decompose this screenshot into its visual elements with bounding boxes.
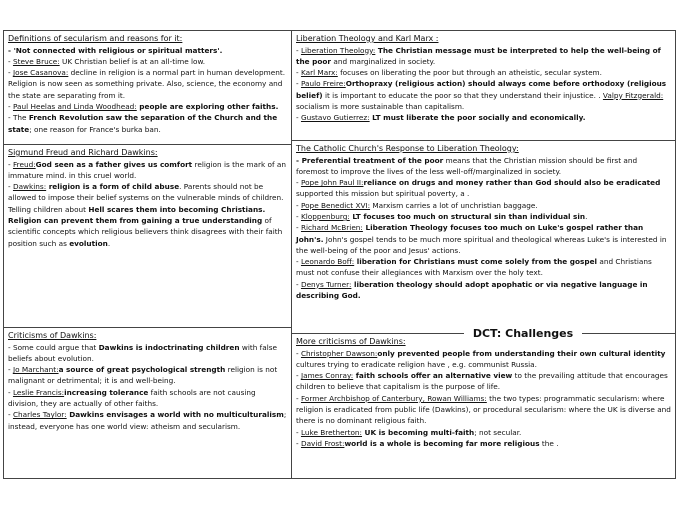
definitions-item (8, 56, 287, 67)
freud-item-t: religion is the mark of an immature mind. (8, 159, 286, 180)
criticisms-item (8, 342, 287, 365)
criticisms-item-pre: - (8, 410, 13, 420)
criticisms-item-pre: - (8, 387, 13, 397)
liberation-item-pre: - (296, 45, 301, 55)
liberation-item-u: Gustavo Gutierrez: (300, 113, 370, 123)
criticisms-item-u: Jo Marchant: (12, 365, 59, 375)
more-item-t2: , e.g. communist Russia. (447, 359, 537, 369)
more-item (296, 427, 672, 438)
catholic-item-t: . (585, 211, 588, 221)
liberation-item-b: LT must liberate the poor socially and economically. (369, 113, 586, 123)
more-title: More criticisms of Dawkins: (296, 337, 406, 346)
catholic-item (296, 256, 672, 279)
catholic-item-u: Pope Benedict XVI: (300, 200, 371, 210)
definitions-item-pre: - (8, 68, 13, 78)
criticisms-title: Criticisms of Dawkins: (8, 331, 97, 340)
definitions-item (8, 45, 287, 56)
criticisms-of-dawkins-box (4, 328, 291, 478)
more-item-pre: - (296, 348, 301, 358)
liberation-item-u: Karl Marx: (300, 68, 338, 78)
catholic-item-t: and Christians must not confuse their allegiances with Marxism over the holy text. (296, 257, 652, 278)
criticisms-item (8, 387, 287, 410)
liberation-item-b: Orthopraxy (religious action) should always come before orthodoxy (religious belief) (296, 79, 667, 100)
liberation-item-pre: - (296, 68, 301, 78)
definitions-item-t: decline in religion is a normal part in human development. Religion is now seen as something private. Also, science, the economy and the state are separating from it. (8, 68, 286, 100)
liberation-item-t: it is important to educate the poor so that they understand their injustice. (322, 90, 599, 100)
more-item-t: to the prevailing attitude that encourages children to believe that capitalism is the purpose of life. (296, 371, 668, 392)
liberation-item-t2: . (598, 90, 603, 100)
catholic-item-pre: - (296, 211, 301, 221)
criticisms-item-t: with false beliefs about evolution. (8, 342, 278, 363)
criticisms-item-u: Leslie Francis: (12, 387, 65, 397)
liberation-item-pre: - (296, 113, 301, 123)
more-item-u: James Conray: (300, 371, 354, 381)
more-item-pre: - (296, 438, 301, 448)
liberation-item (296, 112, 672, 123)
more-item-t: the two types: programmatic secularism: where religion is eradicated from public life (Dawkins), or procedural secularism: where the UK is diverse and there is no dominant religious faith. (296, 393, 671, 426)
definitions-item-u: Jose Casanova: (12, 68, 69, 78)
liberation-item-b: The Christian message must be interpreted to help the well-being of the poor (296, 45, 661, 66)
criticisms-item-u: Charles Taylor: (12, 410, 67, 420)
freud-title: Sigmund Freud and Richard Dawkins: (8, 148, 158, 157)
more-item-u: Former Archbishop of Canterbury, Rowan Williams: (300, 393, 487, 403)
catholic-item-u: Kloppenburg: (300, 211, 350, 221)
criticisms-item-b: a source of great psychological strength (58, 365, 226, 375)
freud-item-b: religion is a form of child abuse (46, 182, 180, 192)
catholic-item (296, 211, 672, 222)
definitions-item-b: people are exploring other faiths. (136, 101, 279, 111)
more-item-b: world is a whole is becoming far more religious (344, 438, 540, 448)
catholic-item-b: liberation theology should adopt apophatic or via negative language in describing God. (296, 279, 648, 301)
more-item (296, 348, 672, 371)
more-item-u: Luke Bretherton: (300, 427, 363, 437)
criticisms-item (8, 409, 287, 432)
more-item (296, 370, 672, 393)
definitions-item-t: ; one reason for France's burka ban. (29, 124, 161, 134)
catholic-item (296, 279, 672, 302)
definitions-item-pre: - (8, 56, 13, 66)
catholic-item-b: reliance on drugs and money rather than God should also be eradicated (363, 178, 661, 188)
catholic-item-t: supported this mission but spiritual poverty, a (296, 189, 468, 199)
more-item-b: only prevented people from understanding their own cultural identity (377, 348, 666, 358)
catholic-item-t: John's gospel tends to be much more spiritual and theological whereas Luke's is interested in the well-being of the poor and Jesus' actions. (296, 234, 667, 255)
catholic-item-b: LT focuses too much on structural sin than individual sin (349, 211, 586, 221)
catholic-item-pre: - (296, 178, 301, 188)
freud-item-b2: Hell scares them into becoming Christians. Religion can prevent them from gaining a true understanding (8, 204, 266, 225)
definitions-item (8, 101, 287, 112)
liberation-item (296, 45, 672, 68)
catholic-item-pre: - (296, 279, 301, 289)
more-item-u: Christopher Dawson: (300, 348, 378, 358)
criticisms-item-pre: - Some could argue that (8, 342, 99, 352)
catholic-item-u: Richard McBrien: (300, 223, 363, 233)
freud-item (8, 181, 287, 249)
criticisms-item-t: religion is not malignant or detrimental; it is (8, 365, 278, 386)
catholic-item (296, 222, 672, 256)
challenges-heading: DCT: Challenges (464, 325, 582, 342)
revision-sheet (3, 30, 676, 479)
catholic-item-u: Pope John Paul II: (300, 178, 364, 188)
freud-item-b3: evolution (69, 238, 108, 248)
catholic-item-b: Liberation Theology focuses too much on Luke's gospel rather than John's. (296, 223, 644, 244)
liberation-item-u: Paulo Freire: (300, 79, 346, 89)
criticisms-item-t2: of other faiths. (104, 398, 159, 408)
criticisms-item-t: faith schools are not causing division, they are actually (8, 387, 256, 408)
liberation-item-t3: socialism is more sustainable than capitalism. (296, 101, 465, 111)
catholic-item-t: means that the Christian mission should be first and foremost to improve the lives of the less well-off/marginalized in society. (296, 155, 638, 176)
liberation-theology-box (292, 31, 676, 140)
more-item (296, 438, 672, 449)
more-item-t: cultures trying to eradicate religion have (296, 359, 448, 369)
catholic-item-u: Leonardo Boff: (300, 257, 355, 267)
criticisms-item-t: ; instead, everyone has one world view: atheism and secularism. (8, 410, 287, 431)
freud-item-pre: - (8, 159, 13, 169)
more-item-pre: - (296, 427, 301, 437)
liberation-item-t: focuses on liberating the poor but through an atheistic, secular system. (337, 68, 602, 78)
catholic-item-b: - Preferential treatment of the poor (296, 155, 444, 165)
more-item-t: the (539, 438, 557, 448)
liberation-item-u: Liberation Theology: (300, 45, 376, 55)
definitions-item (8, 67, 287, 101)
criticisms-item-b: increasing tolerance (64, 387, 149, 397)
definitions-item-t: UK Christian belief is at an all-time low. (59, 56, 206, 66)
freud-item-t2: of scientific concepts which religious believers think disagrees with their faith position such as (8, 215, 283, 248)
definitions-title: Definitions of secularism and reasons for it: (8, 34, 183, 43)
liberation-title: Liberation Theology and Karl Marx : (296, 34, 439, 43)
freud-item-u: Dawkins: (12, 182, 47, 192)
more-criticisms-box (292, 334, 676, 478)
catholic-item-pre: - (296, 257, 301, 267)
freud-item-pre: - (8, 182, 13, 192)
liberation-item (296, 78, 672, 112)
catholic-item (296, 177, 672, 200)
catholic-item-b: liberation for Christians must come solely from the gospel (354, 257, 598, 267)
more-item-t: ; not secular. (474, 427, 522, 437)
definitions-box (4, 31, 291, 144)
freud-item-b: God seen as a father gives us comfort (35, 159, 193, 169)
definitions-item-b: French Revolution saw the separation of the Church and the state (8, 113, 278, 134)
definitions-item-u: Steve Bruce: (12, 56, 60, 66)
definitions-item-u: Paul Heelas and Linda Woodhead: (12, 101, 137, 111)
catholic-item-pre: - (296, 200, 301, 210)
liberation-item-pre: - (296, 79, 301, 89)
more-item-t2: . (556, 438, 559, 448)
more-item (296, 393, 672, 427)
freud-item-t2: in this cruel world. (68, 170, 137, 180)
liberation-item-t: and marginalized in society. (331, 56, 436, 66)
definitions-item-b: - 'Not connected with religious or spiritual matters'. (8, 45, 223, 55)
freud-item (8, 159, 287, 182)
freud-item-t3: . (107, 238, 111, 248)
catholic-response-box (292, 141, 676, 333)
criticisms-item-pre: - (8, 365, 13, 375)
catholic-item (296, 155, 672, 178)
definitions-item-pre: - (8, 101, 13, 111)
catholic-title: The Catholic Church's Response to Liberation Theology: (296, 144, 519, 153)
catholic-item-t: Marxism carries a lot of unchristian baggage. (370, 200, 538, 210)
criticisms-item (8, 364, 287, 387)
more-item-b: UK is becoming multi-faith (362, 427, 475, 437)
freud-item-u: Freud: (12, 159, 36, 169)
freud-item-t: . Parents should not be allowed to impose their belief systems on the vulnerable minds of children. Telling children about (8, 182, 284, 214)
liberation-item-u2: Valpy Fitzgerald: (602, 90, 664, 100)
freud-dawkins-box (4, 145, 291, 327)
more-item-b: faith schools offer an alternative view (353, 371, 513, 381)
catholic-item (296, 200, 672, 211)
definitions-item (8, 112, 287, 135)
more-item-u: David Frost: (300, 438, 345, 448)
liberation-item (296, 67, 672, 78)
criticisms-item-b: Dawkins envisages a world with no multiculturalism (66, 410, 284, 420)
more-item-pre: - (296, 371, 301, 381)
criticisms-item-t2: and well-being. (119, 376, 176, 386)
more-item-pre: - (296, 393, 301, 403)
catholic-item-u: Denys Turner: (300, 279, 352, 289)
criticisms-item-b: Dawkins is indoctrinating children (98, 342, 240, 352)
catholic-item-pre: - (296, 223, 301, 233)
definitions-item-pre: - The (8, 113, 29, 123)
catholic-item-t2: . (467, 189, 470, 199)
